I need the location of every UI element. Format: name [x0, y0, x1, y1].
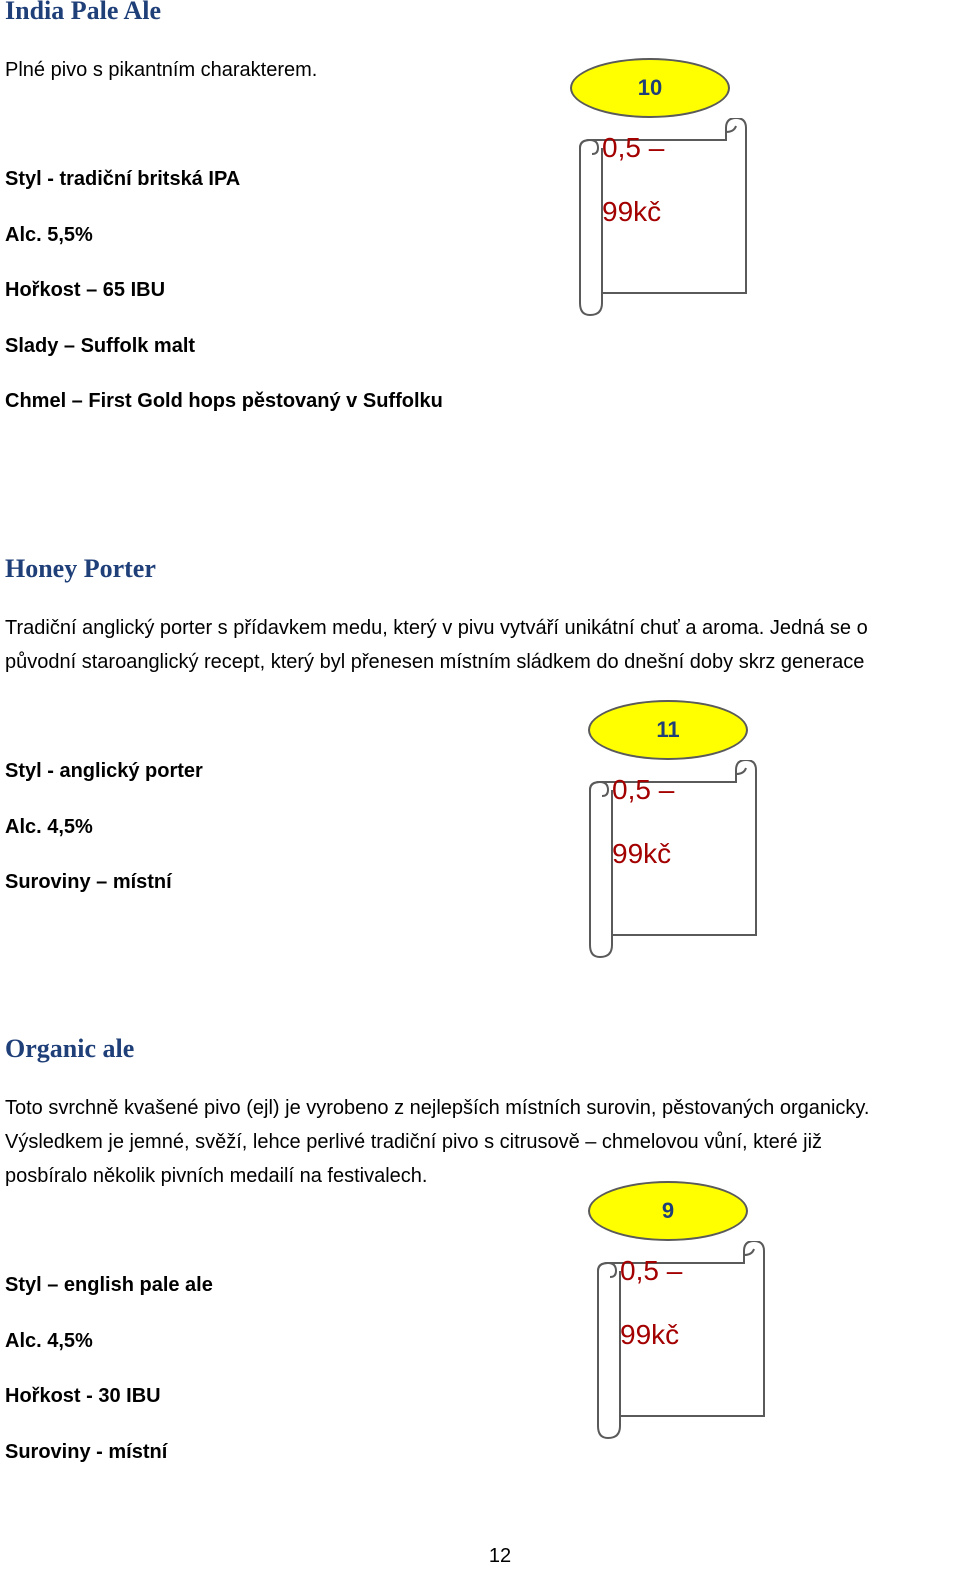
beer-number-badge: [588, 1181, 748, 1241]
price-value: 99kč: [602, 196, 662, 227]
beer-description-line: Toto svrchně kvašené pivo (ejl) je vyrobeno z nejlepších místních surovin, pěstovaných organicky.: [5, 1097, 870, 1119]
beer-number: 10: [637, 75, 663, 100]
beer-spec-ingredients: Suroviny - místní: [5, 1441, 168, 1463]
price-scroll: [586, 1241, 766, 1421]
beer-spec-alcohol: Alc. 4,5%: [5, 1330, 93, 1352]
price-volume: 0,5 –: [602, 132, 665, 163]
beer-title: Organic ale: [5, 1034, 135, 1063]
beer-number: 9: [661, 1198, 675, 1223]
beer-title: Honey Porter: [5, 554, 156, 583]
beer-number-badge: [588, 700, 748, 760]
beer-spec-style: Styl - tradiční britská IPA: [5, 168, 241, 190]
beer-description-line: Plné pivo s pikantním charakterem.: [5, 59, 318, 81]
beer-number-badge: [570, 58, 730, 118]
beer-spec-style: Styl - anglický porter: [5, 760, 203, 782]
beer-spec-alcohol: Alc. 4,5%: [5, 816, 93, 838]
price-value: 99kč: [620, 1319, 680, 1350]
beer-spec-bitterness: Hořkost - 30 IBU: [5, 1385, 161, 1407]
beer-description-line: posbíralo několik pivních medailí na festivalech.: [5, 1165, 428, 1187]
beer-spec-ingredients: Suroviny – místní: [5, 871, 172, 893]
price-volume: 0,5 –: [620, 1255, 683, 1286]
beer-spec-alcohol: Alc. 5,5%: [5, 224, 93, 246]
beer-title: India Pale Ale: [5, 0, 162, 25]
price-scroll: [568, 118, 748, 298]
price-scroll: [578, 760, 758, 940]
price-volume: 0,5 –: [612, 774, 675, 805]
page-number: 12: [488, 1545, 512, 1567]
beer-number: 11: [656, 717, 680, 742]
beer-description-line: Tradiční anglický porter s přídavkem medu, který v pivu vytváří unikátní chuť a aroma. Jedná se o: [5, 617, 868, 639]
beer-description-line: Výsledkem je jemné, svěží, lehce perlivé tradiční pivo s citrusově – chmelovou vůní, které již: [5, 1131, 823, 1153]
beer-spec-bitterness: Hořkost – 65 IBU: [5, 279, 166, 301]
price-value: 99kč: [612, 838, 672, 869]
beer-description-line: původní staroanglický recept, který byl přenesen místním sládkem do dnešní doby skrz generace: [5, 651, 865, 673]
beer-spec-malt: Slady – Suffolk malt: [5, 335, 196, 357]
beer-spec-style: Styl – english pale ale: [5, 1274, 213, 1296]
beer-spec-hops: Chmel – First Gold hops pěstovaný v Suffolku: [5, 390, 443, 412]
